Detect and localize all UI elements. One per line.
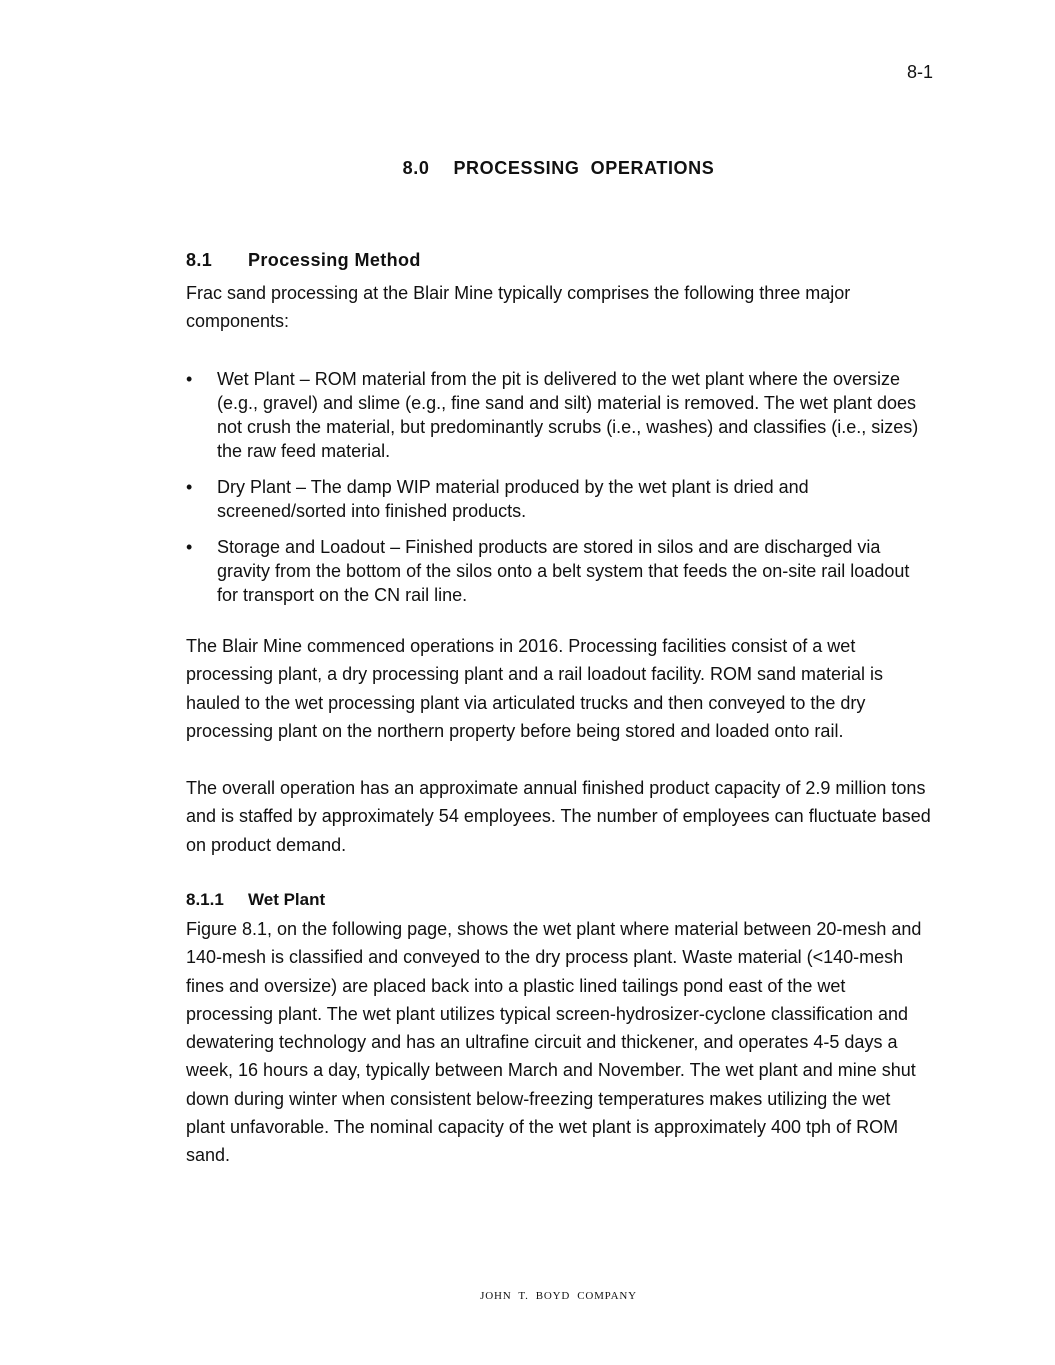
section-number: 8.1: [186, 250, 213, 270]
page-number: 8-1: [906, 62, 933, 82]
components-list: [186, 367, 931, 619]
list-item-wet-plant: [186, 367, 931, 463]
chapter-number: 8.0: [402, 158, 430, 178]
list-item-text: Wet Plant – ROM material from the pit is delivered to the wet plant where the oversize (e.g., gravel) and slime (e.g., fine sand and silt) material is removed. The wet plant does not crush the material, but predominantly scrubs (i.e., washes) and classifies (i.e., sizes) the raw feed material.: [217, 369, 919, 461]
company-footer: JOHN T. BOYD COMPANY: [480, 1290, 637, 1302]
bullet-icon: •: [186, 369, 193, 389]
section-intro: [186, 279, 931, 336]
chapter-title-text: PROCESSING OPERATIONS: [453, 158, 715, 178]
operations-paragraph: The Blair Mine commenced operations in 2016. Processing facilities consist of a wet processing plant, a dry processing plant and a rail loadout facility. ROM sand material is hauled to the wet processing plant via articulated trucks and then conveyed to the dry processing plant on the northern property before being stored and loaded onto rail.: [186, 636, 884, 741]
list-item-text: Storage and Loadout – Finished products are stored in silos and are discharged via gravity from the bottom of the silos onto a belt system that feeds the on-site rail loadout for transport on the CN rail line.: [217, 537, 910, 605]
chapter-title: [0, 158, 1055, 179]
intro-paragraph: Frac sand processing at the Blair Mine typically comprises the following three major components:: [186, 283, 851, 332]
section-heading-8-1-1: [186, 890, 325, 910]
list-item-storage-loadout: [186, 535, 931, 607]
wet-plant-paragraph: Figure 8.1, on the following page, shows the wet plant where material between 20-mesh and 140-mesh is classified and conveyed to the dry process plant. Waste material (<140-mesh fines and oversize) are placed back into a plastic lined tailings pond east of the wet processing plant. The wet plant utilizes typical screen-hydrosizer-cyclone classification and dewatering technology and has an ultrafine circuit and thickener, and operates 4-5 days a week, 16 hours a day, typically between March and November. The wet plant and mine shut down during winter when consistent below-freezing temperatures makes utilizing the wet plant unfavorable. The nominal capacity of the wet plant is approximately 400 tph of ROM sand.: [186, 919, 922, 1166]
section-title: Processing Method: [248, 250, 421, 270]
capacity-paragraph: The overall operation has an approximate annual finished product capacity of 2.9 million tons and is staffed by approximately 54 employees. The number of employees can fluctuate based on product demand.: [186, 778, 931, 855]
list-item-dry-plant: [186, 475, 931, 523]
capacity-paragraph-block: [186, 774, 931, 859]
subsection-number: 8.1.1: [186, 890, 224, 909]
section-heading-8-1: [186, 250, 421, 271]
bullet-icon: •: [186, 477, 193, 497]
operations-paragraph-block: [186, 632, 931, 745]
list-item-text: Dry Plant – The damp WIP material produced by the wet plant is dried and screened/sorted into finished products.: [217, 477, 809, 521]
bullet-icon: •: [186, 537, 193, 557]
wet-plant-paragraph-block: [186, 915, 931, 1170]
subsection-title: Wet Plant: [248, 890, 326, 909]
